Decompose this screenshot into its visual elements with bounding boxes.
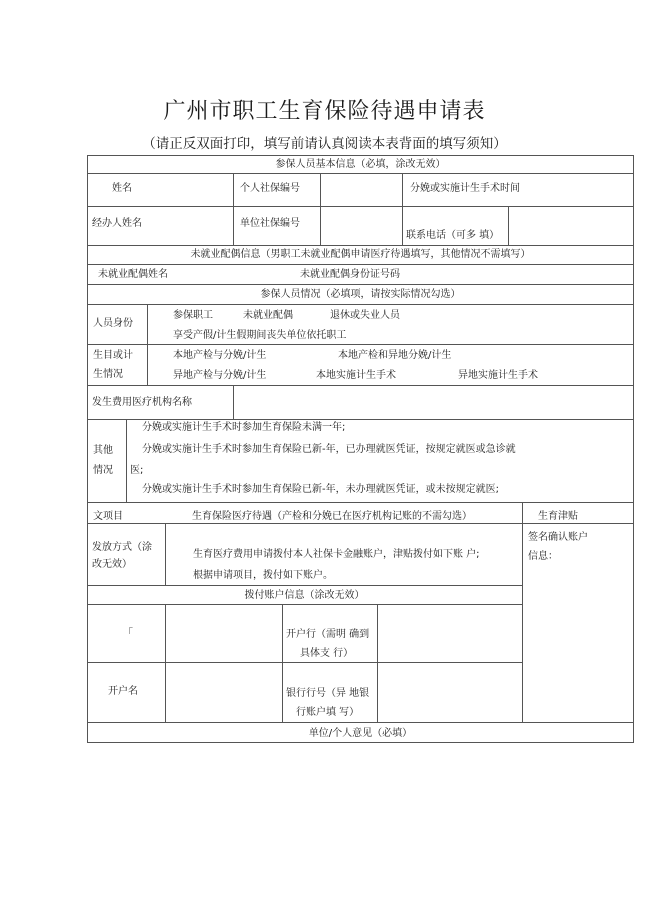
opinion-heading: 单位/个人意见（必填） bbox=[308, 728, 413, 739]
identity-label: 人员身份 bbox=[93, 318, 133, 329]
row-divider bbox=[87, 662, 522, 663]
col-divider bbox=[522, 502, 523, 722]
identity-option-leave[interactable]: 享受产假/计生假期间丧失单位依托职工 bbox=[173, 330, 347, 341]
row-divider bbox=[87, 245, 634, 246]
col-divider bbox=[402, 173, 403, 245]
col-divider bbox=[508, 206, 509, 245]
table-border-top bbox=[87, 155, 634, 156]
delivery-time-label: 分娩或实施计生手术时间 bbox=[410, 183, 520, 194]
other-option-without-certificate[interactable]: 分娩或实施计生手术时参加生育保险已新-年，未办理就医凭证，或未按规定就医; bbox=[142, 484, 499, 495]
birth-option-remote[interactable]: 异地产检与分娩/计生 bbox=[173, 370, 267, 381]
col-divider bbox=[165, 604, 166, 722]
identity-option-insured[interactable]: 参保职工 bbox=[173, 310, 213, 321]
table-border-right bbox=[633, 155, 634, 742]
other-label-line1: 其他 bbox=[93, 445, 113, 456]
row-divider bbox=[87, 742, 634, 743]
col-divider bbox=[233, 173, 234, 245]
account-name-label: 开户名 bbox=[108, 686, 138, 697]
bank-label-line2: 具体支 行） bbox=[300, 648, 354, 659]
row-divider bbox=[87, 722, 634, 723]
birth-option-remote-surgery[interactable]: 异地实施计生手术 bbox=[458, 370, 538, 381]
row-divider bbox=[87, 284, 634, 285]
claim-option-allowance[interactable]: 生育津贴 bbox=[538, 511, 578, 522]
page-subtitle: （请正反双面打印，填写前请认真阅读本表背面的填写须知） bbox=[142, 136, 507, 152]
payment-label-line1: 发放方式（涂 bbox=[92, 542, 152, 553]
other-option-with-certificate[interactable]: 分娩或实施计生手术时参加生育保险已新-年，已办理就医凭证，按规定就医或急诊就 bbox=[142, 444, 516, 455]
col-divider bbox=[126, 419, 127, 502]
row-divider bbox=[87, 264, 634, 265]
row-divider bbox=[87, 502, 634, 503]
account-heading: 拨付账户信息（涂改无效） bbox=[244, 590, 365, 601]
row-divider bbox=[87, 419, 634, 420]
row-divider bbox=[87, 304, 634, 305]
table-border-left bbox=[87, 155, 88, 742]
account-mark: 「 bbox=[123, 628, 133, 639]
agent-name-label: 经办人姓名 bbox=[92, 218, 142, 229]
col-divider bbox=[147, 304, 148, 385]
row-divider bbox=[87, 173, 634, 174]
payment-option-account[interactable]: 根据申请项目，拨付如下账户。 bbox=[193, 570, 333, 581]
row-divider bbox=[87, 206, 634, 207]
birth-option-local-surgery[interactable]: 本地实施计生手术 bbox=[316, 370, 396, 381]
sign-confirm-label-line1: 签名确认账户 bbox=[528, 532, 588, 543]
bank-number-label-line2: 行账户填 写） bbox=[296, 707, 360, 718]
col-divider bbox=[233, 385, 234, 419]
row-divider bbox=[87, 344, 634, 345]
row-divider bbox=[87, 585, 522, 586]
hospital-label: 发生费用医疗机构名称 bbox=[92, 397, 192, 408]
spouse-heading: 未就业配偶信息（男职工未就业配偶申请医疗待遇填写，其他情况不需填写） bbox=[190, 249, 531, 260]
birth-option-local-remote[interactable]: 本地产检和异地分娩/计生 bbox=[338, 350, 452, 361]
identity-option-spouse[interactable]: 未就业配偶 bbox=[243, 310, 293, 321]
claim-item-label: 文项目 bbox=[93, 511, 123, 522]
page-title: 广州市职工生育保险待遇申请表 bbox=[163, 99, 486, 124]
payment-option-social-card[interactable]: 生育医疗费用申请拨付本人社保卡金融账户，津贴拨付如下账 户; bbox=[193, 549, 480, 560]
identity-option-retired[interactable]: 退休或失业人员 bbox=[330, 310, 400, 321]
birth-option-local[interactable]: 本地产检与分娩/计生 bbox=[173, 350, 267, 361]
col-divider bbox=[165, 523, 166, 585]
birth-label-line1: 生目或计 bbox=[93, 350, 133, 361]
status-heading: 参保人员情况（必填项，请按实际情况勾选） bbox=[260, 289, 461, 300]
contact-label: 联系电话（可多 填） bbox=[406, 230, 500, 241]
spouse-id-label: 未就业配偶身份证号码 bbox=[300, 269, 400, 280]
personal-id-label: 个人社保编号 bbox=[240, 183, 300, 194]
col-divider bbox=[377, 604, 378, 722]
basic-info-heading: 参保人员基本信息（必填，涂改无效） bbox=[275, 159, 446, 170]
other-option-under-one-year[interactable]: 分娩或实施计生手术时参加生育保险未满一年; bbox=[142, 422, 346, 433]
other-option-with-certificate-cont: 医; bbox=[130, 465, 144, 476]
bank-number-label-line1: 银行行号（异 地银 bbox=[286, 688, 370, 699]
sign-confirm-label-line2: 信息： bbox=[528, 551, 558, 562]
row-divider bbox=[87, 385, 634, 386]
name-label: 姓名 bbox=[112, 183, 132, 194]
claim-option-medical[interactable]: 生育保险医疗待遇（产检和分娩已在医疗机构记账的不需勾选） bbox=[192, 511, 472, 522]
bank-label-line1: 开户行（需明 确到 bbox=[286, 629, 370, 640]
payment-label-line2: 改无效） bbox=[92, 559, 132, 570]
other-label-line2: 情况 bbox=[93, 465, 113, 476]
birth-label-line2: 生情况 bbox=[93, 369, 123, 380]
col-divider bbox=[320, 173, 321, 245]
row-divider bbox=[87, 604, 522, 605]
col-divider bbox=[282, 604, 283, 722]
unit-id-label: 单位社保编号 bbox=[240, 218, 300, 229]
spouse-name-label: 未就业配偶姓名 bbox=[98, 269, 168, 280]
